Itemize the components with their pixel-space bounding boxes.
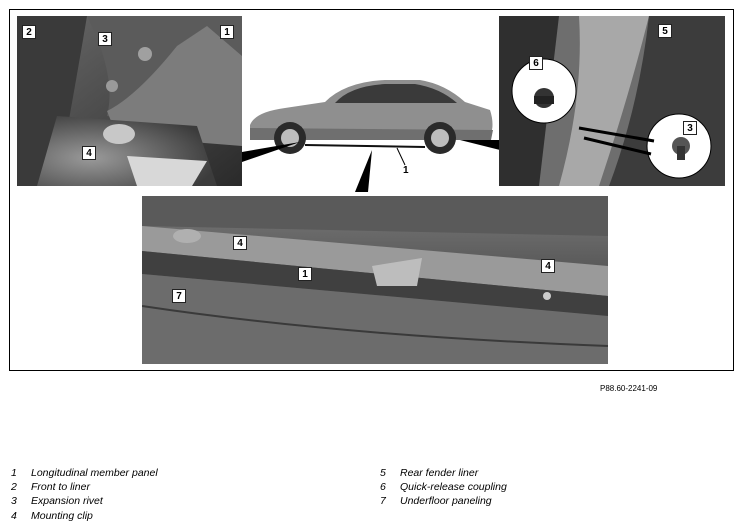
callout-bot-4b: 4 bbox=[541, 259, 555, 273]
figure-reference: P88.60-2241-09 bbox=[600, 384, 658, 393]
legend-item: 7 Underfloor paneling bbox=[380, 495, 492, 508]
legend-item: 2 Front to liner bbox=[11, 481, 90, 494]
legend-item: 1 Longitudinal member panel bbox=[11, 467, 158, 479]
callout-tl-3: 3 bbox=[98, 32, 112, 46]
legend-item: 5 Rear fender liner bbox=[380, 467, 479, 479]
rear-liner-photo-graphic bbox=[499, 16, 725, 186]
callout-tr-5: 5 bbox=[658, 24, 672, 38]
callout-tr-3: 3 bbox=[683, 121, 697, 135]
photo-underside bbox=[142, 196, 608, 364]
callout-bot-7: 7 bbox=[172, 289, 186, 303]
legend-left bbox=[11, 466, 158, 523]
callout-car-1: 1 bbox=[403, 165, 409, 176]
callout-bot-4a: 4 bbox=[233, 236, 247, 250]
legend-item: 3 Expansion rivet bbox=[11, 495, 103, 508]
legend-item: 6 Quick-release coupling bbox=[380, 481, 507, 494]
legend-right bbox=[380, 466, 507, 509]
callout-bot-1: 1 bbox=[298, 267, 312, 281]
underside-photo-graphic bbox=[142, 196, 608, 364]
photo-rear-liner bbox=[499, 16, 725, 186]
callout-tl-2: 2 bbox=[22, 25, 36, 39]
callout-tl-4: 4 bbox=[82, 146, 96, 160]
legend-item: 4 Mounting clip bbox=[11, 509, 93, 522]
callout-tr-6: 6 bbox=[529, 56, 543, 70]
callout-tl-1: 1 bbox=[220, 25, 234, 39]
